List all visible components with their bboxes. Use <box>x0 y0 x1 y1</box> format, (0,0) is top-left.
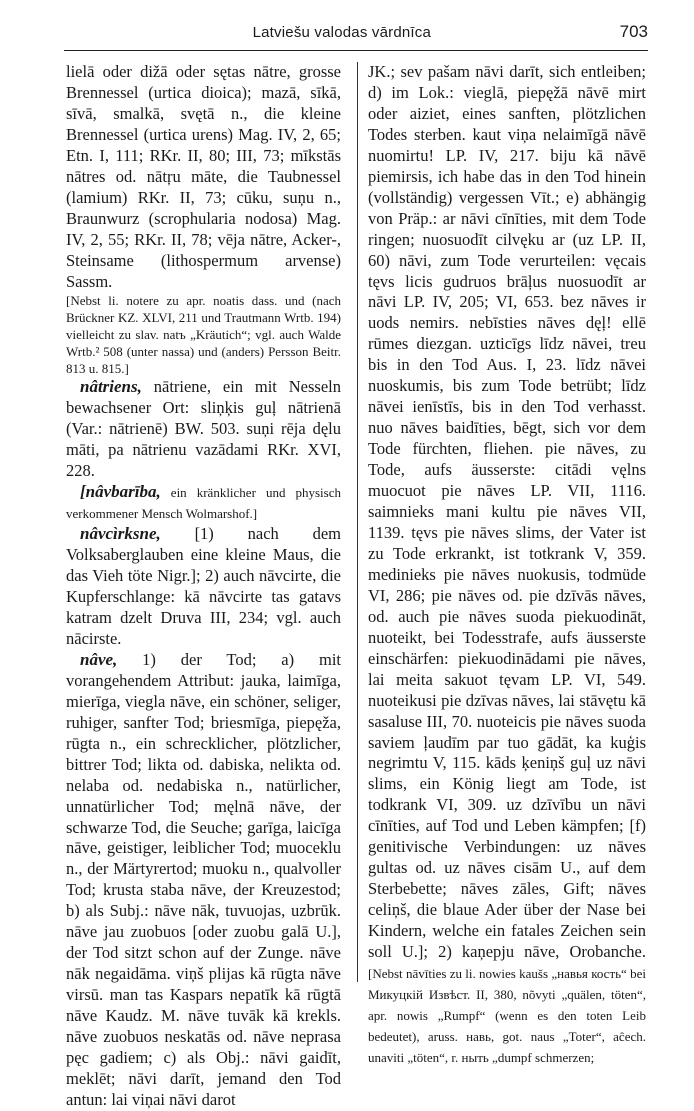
dictionary-entry <box>66 650 341 1111</box>
entry-headword: nâtriens, <box>80 377 142 397</box>
entry-headword: nâvcìrksne, <box>80 524 161 544</box>
entry-body: [1) nach dem Volksaberglauben eine kleine Maus, die das Vieh töte Nigr.]; 2) auch nāvcirte, die Kupferschlange: kā nāvcirte tas gatavs katram dzelt Druva III, 234; vgl. auch nācirste. <box>66 524 341 648</box>
entry-body: 1) der Tod; a) mit vorangehendem Attribut: jauka, laimīga, mierīga, viegla nāve, ein schöner, seliger, ruhiger, sanfter Tod; briesmīga, piepęža, rūgta n., ein schrecklicher, plötzlicher, bittrer Tod; likta od. dabiska, nelikta od. nelaba od. nedabiska n., natürlicher, unnatürlicher Tod; męlnā nāve, der schwarze Tod, die Seuche; garīga, laicīga nāve, geistiger, leiblicher Tod; muoceklu n., der Märtyrertod; muoku n., qualvoller Tod; krusta staba nāve, der Kreuzestod; b) als Subj.: nāve nāk, tuvuojas, uzbrūk. nāve jau zuobuos [oder zuobu galā U.], der Tod sitzt schon auf der Zunge. nāve nāk negaidāma. viņš plijas kā rūgta nāve virsū. man tas Kaspars nepatīk kā rūgtā nāve Kaudz. M. nāve tuvāk kā krekls. nāve zuobuos neskatās od. nāve neprasa pęc gadiem; c) als Obj.: nāvi gaidīt, meklēt; nāvi darīt, jemand den Tod antun: lai viņai nāvi darot <box>66 649 341 1109</box>
left-column <box>66 62 341 1111</box>
dictionary-entry <box>66 482 341 524</box>
page-number: 703 <box>619 22 648 41</box>
entry-body: ein kränklicher und physisch verkommener Mensch Wolmarshof.] <box>66 485 341 522</box>
etymology-note: [Nebst nāvīties zu li. nowies kaušs „навья кость“ bei Микуцкій Извѣст. II, 380, nõvyti „quälen, töten“, apr. nowis „Rumpf“ (wenn es den toten Leib bedeutet), aruss. навь, got. naus „Toter“, aĉech. unaviti „töten“, r. ныть „dumpf schmerzen; <box>368 965 646 1065</box>
dictionary-entry <box>66 524 341 650</box>
right-column <box>368 62 646 1068</box>
entry-body: nātriene, ein mit Nesseln bewachsener Ort: sliņķis guļ nātrienā (Var.: nātrienē) BW. 503. suņi rēja dęlu māti, pa nātrienu vazādami RKr. XVI, 228. <box>66 377 341 481</box>
entry-headword: [nâvbarība, <box>80 482 161 502</box>
column-divider <box>357 62 358 982</box>
entry-continuation <box>368 62 646 1068</box>
entry-headword: nâve, <box>80 649 118 669</box>
page-header <box>64 22 648 48</box>
entry-body: JK.; sev pašam nāvi darīt, sich entleiben; d) im Lok.: vieglā, piepęžā nāvē mirt oder aiziet, eines sanften, plötzlichen Todes sterben. kaut viņa nelaimīgā nāvē nuomirtu! LP. IV, 217. biju kā nāvē piemirsis, ich habe das in den Tod hinein (vollständig) vergessen Vīt.; e) abhängig von Präp.: ar nāvi cīnīties, mit dem Tode ringen; nuosuodīt cilvęku ar (uz LP. II, 60) nāvi, zum Tode verurteilen: vęcais tęvs licis gudruos brāļus nuosuodīt ar nāvi LP. IV, 205; VI, 653. bez nāves ir uods nemirs. nebīsties nāves dęļ! ellē rūmes diezgan. uzticīgs līdz nāvei, treu bis in den Tod Aus. I, 23. līdz nāvei nuoskumis, bis zum Tode betrübt; līdz nāvei ienīstīs, bis in den Tod verhasst. nuo nāves baidīties, bēgt, sich vor dem Tode fürchten, fliehen. pie nāves, zu Tode, aufs äusserste: citādi vęlns muocuot pie nāves LP. VII, 1116. saimnieks mani kultu pie nāves VII, 1139. tęvs pie nāves slims, der Vater ist zu Tode erkrankt, ist totkrank V, 359. medinieks pie nāves nuokusis, todmüde VI, 286; pie nāves od. pie dzīvās nāves, od. auch pie nāves suoda piekuodināt, nuoteikt, bei Todesstrafe, aufs äusserste einschärfen: piekuodinādami pie nāves, lai meita sakuot tęvam LP. VI, 549. nuoteikusi pie dzīvas nāves, lai stāvętu kā sasaluse III, 70. nuoteicis pie nāves suoda saviem ļaudīm par tuo gādāt, ka kuģis negrimtu V, 115. kāds ķeniņš guļ uz nāvi slims, ein König liegt am Tode, ist todkrank VI, 309. uz dzīvību un nāvi cīnīties, auf Tod und Leben kämpfen; [f) genitivische Verbindungen: uz nāves gultas od. uz nāves cisām U., auf dem Sterbebette; nāves zāles, Gift; nāves celiņš, die blaue Ader über der Nase bei Kindern, welche ein fatales Zeichen sein soll U.]; 2) kaņepju nāve, Orobanche. <box>368 62 646 962</box>
entry-continuation: lielā oder dižā oder sętas nātre, grosse Brennessel (urtica dioica); mazā, sīkā, sīvā, smalkā, svętā n., die kleine Brennessel (urtica urens) Mag. IV, 2, 65; Etn. I, 111; RKr. II, 80; III, 73; mīkstās nātres od. nātŗu māte, die Taubnessel (lamium) RKr. II, 73; cūku, suņu n., Braunwurz (scrophularia nodosa) Mag. IV, 2, 55; RKr. II, 78; vēja nātre, Acker-, Steinsame (lithospermum arvense) Sassm. <box>66 62 341 291</box>
etymology-note: [Nebst li. notere zu apr. noatis dass. und (nach Brückner KZ. XLVI, 211 und Trautmann Wrtb. 194) vielleicht zu slav. natъ „Kräutich“; vgl. auch Walde Wrtb.² 508 (unter nassa) und (anders) Persson Beitr. 813 u. 815.] <box>66 293 341 377</box>
header-rule <box>64 50 648 51</box>
dictionary-entry <box>66 377 341 482</box>
running-title: Latviešu valodas vārdnīca <box>252 24 432 41</box>
